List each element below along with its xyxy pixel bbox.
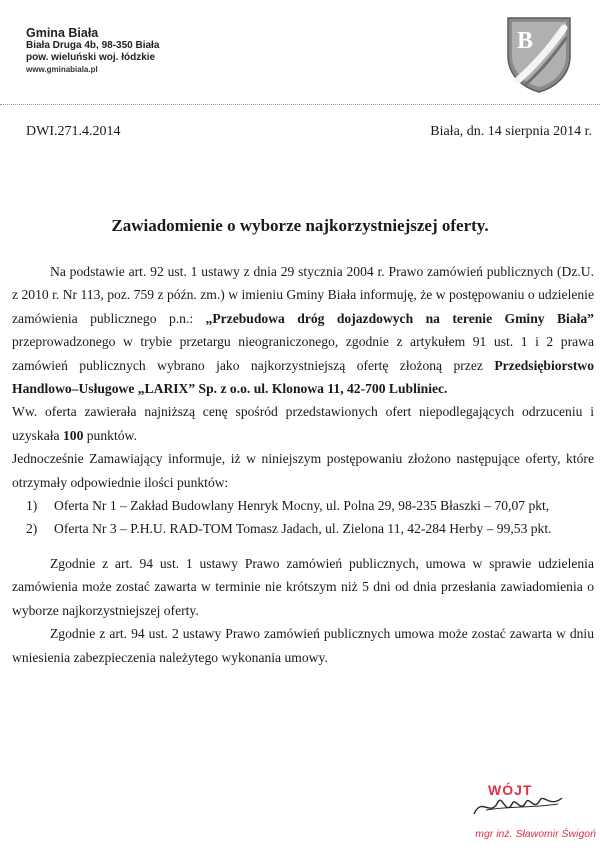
score-text-start: Ww. oferta zawierała najniższą cenę spośród przedstawionych ofert niepodlegających odrzuceniu i uzyskała [12, 404, 594, 443]
document-title: Zawiadomienie o wyborze najkorzystniejszej oferty. [111, 216, 489, 235]
score-text-end: punktów. [83, 427, 137, 443]
list-item [26, 494, 594, 517]
offer-text: Oferta Nr 1 – Zakład Budowlany Henryk Mocny, ul. Polna 29, 98-235 Błaszki – 70,07 pkt, [54, 498, 550, 514]
org-address: Biała Druga 4b, 98-350 Biała [26, 40, 160, 51]
decision-middle: przeprowadzonego w trybie przetargu nieograniczonego, zgodnie z artykułem 91 ust. 1 i 2 prawa zamówień publicznych wybrano jako najkorzystniejszą ofertę złożoną przez [12, 334, 594, 373]
document-reference: DWI.271.4.2014 [26, 124, 121, 139]
handwritten-signature-icon [468, 788, 568, 822]
org-name: Gmina Biała [26, 26, 99, 40]
org-district: pow. wieluński woj. łódzkie [26, 52, 156, 63]
coat-of-arms-icon [504, 14, 574, 94]
score-points: 100 [62, 427, 84, 443]
spacer [12, 541, 594, 552]
letterhead [0, 0, 600, 106]
winning-bidder: Przedsiębiorstwo Handlowo–Usługowe „LARIX” Sp. z o.o. ul. Klonowa 11, 42-700 Lubliniec. [12, 357, 594, 397]
project-name: „Przebudowa dróg dojazdowych na terenie Gminy Biała” [205, 310, 594, 326]
offers-list [26, 494, 594, 541]
paragraph-decision [12, 260, 594, 400]
decision-intro: Na podstawie art. 92 ust. 1 ustawy z dnia 29 stycznia 2004 r. Prawo zamówień publicznych (Dz.U. z 2010 r. Nr 113, poz. 759 z późn. zm.) w imieniu Gminy Biała informuję, że w postępowaniu o udzielenie zamówienia publicznego p.n.: [12, 264, 594, 326]
signature-stamp [420, 778, 598, 844]
letter-body [12, 260, 594, 669]
paragraph-offers-intro: Jednocześnie Zamawiający informuje, iż w niniejszym postępowaniu złożono następujące oferty, które otrzymały odpowiednie ilości punktów: [12, 451, 594, 490]
header-divider [0, 104, 600, 105]
signature-role: WÓJT [488, 782, 533, 798]
org-website: www.gminabiala.pl [26, 65, 98, 74]
paragraph-score [12, 400, 594, 447]
org-address-block [26, 26, 159, 75]
list-item [26, 517, 594, 540]
paragraph-contract-term: Zgodnie z art. 94 ust. 1 ustawy Prawo zamówień publicznych, umowa w sprawie udzielenia zamówienia może zostać zawarta w terminie nie krótszym niż 5 dni od dnia przesłania zawiadomienia o wyborze najkorzystniejszej oferty. [12, 555, 594, 618]
offer-text: Oferta Nr 3 – P.H.U. RAD-TOM Tomasz Jadach, ul. Zielona 11, 42-284 Herby – 99,53 pkt. [54, 521, 552, 537]
crest-letter: B [517, 28, 534, 54]
signatory-name: mgr inż. Sławomir Świgoń [475, 828, 596, 840]
offer-number: 2) [26, 521, 38, 537]
place-date: Biała, dn. 14 sierpnia 2014 r. [430, 124, 592, 139]
offer-number: 1) [26, 498, 38, 514]
paragraph-contract-security: Zgodnie z art. 94 ust. 2 ustawy Prawo zamówień publicznych umowa może zostać zawarta w dniu wniesienia zabezpieczenia należytego wykonania umowy. [12, 626, 594, 665]
